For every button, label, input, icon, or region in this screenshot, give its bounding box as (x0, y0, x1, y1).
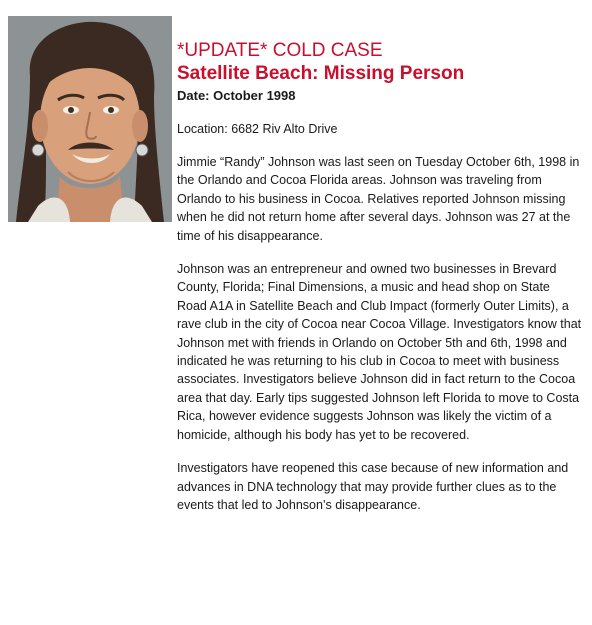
case-location: Location: 6682 Riv Alto Drive (177, 122, 338, 136)
case-content (177, 40, 582, 514)
paragraph-last-seen: Jimmie “Randy” Johnson was last seen on Tuesday October 6th, 1998 in the Orlando and Cocoa Florida areas. Johnson was traveling from Orlando to his business in Cocoa. Relatives reported Johnson missing when he did not return home after several days. Johnson was 27 at the time of his disappearance. (177, 155, 580, 243)
paragraph-reopened: Investigators have reopened this case because of new information and advances in DNA technology that may provide further clues as to the events that led to Johnson’s disappearance. (177, 461, 569, 512)
missing-person-photo (8, 16, 172, 222)
case-date: Date: October 1998 (177, 88, 296, 103)
portrait-illustration (8, 16, 172, 222)
update-title: *UPDATE* COLD CASE (177, 40, 383, 61)
paragraph-background: Johnson was an entrepreneur and owned two businesses in Brevard County, Florida; Final Dimensions, a music and head shop on State Road A1A in Satellite Beach and Club Impact (formerly Outer Limits), a rave club in the city of Cocoa near Cocoa Village. Investigators know that Johnson met with friends in Orlando on October 5th and 6th, 1998 and indicated he was returning to his club in Cocoa to meet with business associates. Investigators believe Johnson did in fact return to the Cocoa area that day. Early tips suggested Johnson left Florida to move to Costa Rica, however evidence suggests Johnson was likely the victim of a homicide, although his body has yet to be recovered. (177, 262, 582, 442)
case-title: Satellite Beach: Missing Person (177, 63, 465, 84)
